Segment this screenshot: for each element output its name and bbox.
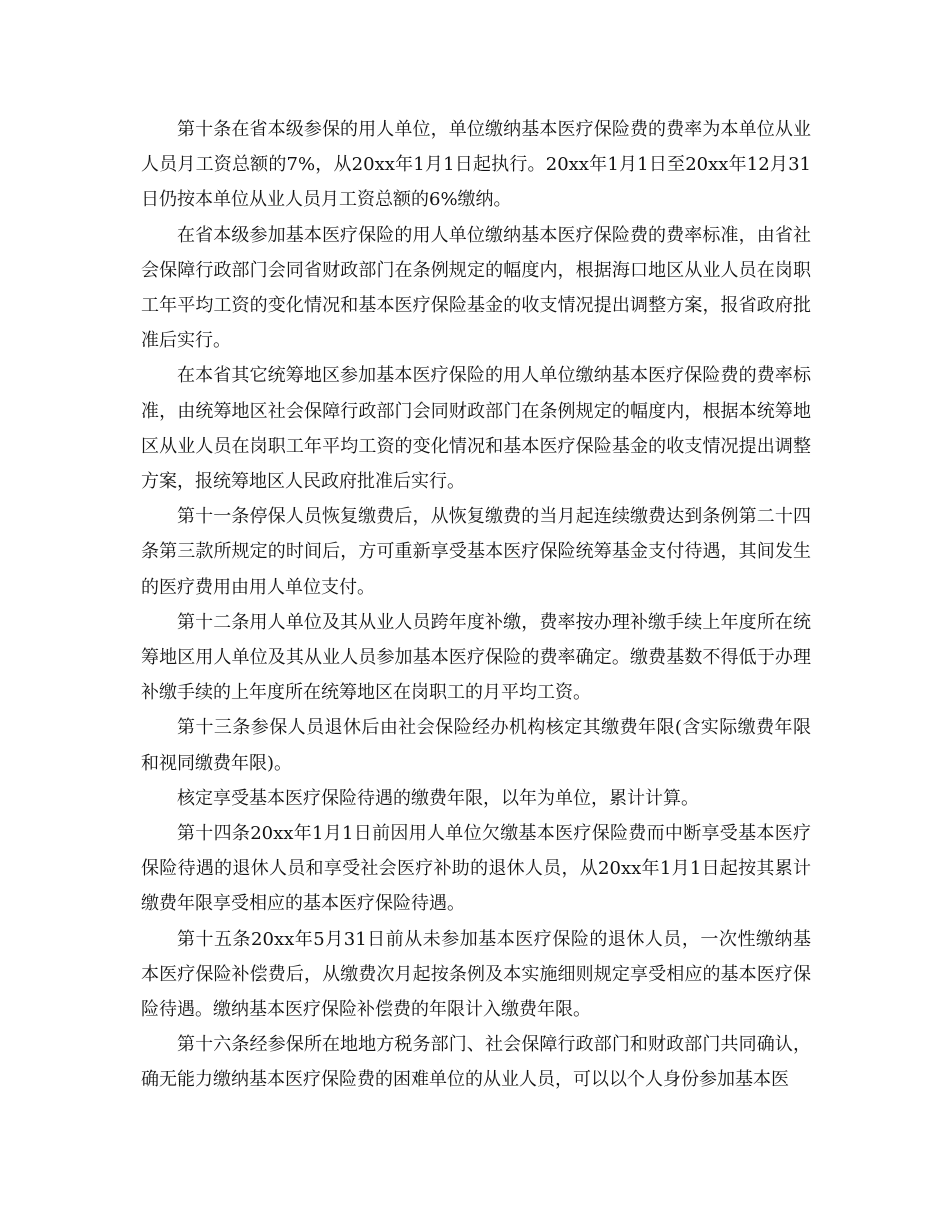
paragraph-article-13: 第十三条参保人员退休后由社会保险经办机构核定其缴费年限(含实际缴费年限和视同缴费年限)。 xyxy=(141,717,811,774)
paragraph-contribution-years: 核定享受基本医疗保险待遇的缴费年限，以年为单位，累计计算。 xyxy=(177,787,699,809)
paragraph-article-11: 第十一条停保人员恢复缴费后，从恢复缴费的当月起连续缴费达到条例第二十四条第三款所规定的时间后，方可重新享受基本医疗保险统筹基金支付待遇，其间发生的医疗费用由用人单位支付。 xyxy=(141,506,811,598)
paragraph-other-region-rate-standard: 在本省其它统筹地区参加基本医疗保险的用人单位缴纳基本医疗保险费的费率标准，由统筹地区社会保障行政部门会同财政部门在条例规定的幅度内，根据本统筹地区从业人员在岗职工年平均工资的变化情况和基本医疗保险基金的收支情况提出调整方案，报统筹地区人民政府批准后实行。 xyxy=(141,365,811,493)
document-page xyxy=(141,112,811,1098)
paragraph-provincial-rate-standard: 在省本级参加基本医疗保险的用人单位缴纳基本医疗保险费的费率标准，由省社会保障行政部门会同省财政部门在条例规定的幅度内，根据海口地区从业人员在岗职工年平均工资的变化情况和基本医疗保险基金的收支情况提出调整方案，报省政府批准后实行。 xyxy=(141,224,811,352)
paragraph-article-16: 第十六条经参保所在地地方税务部门、社会保障行政部门和财政部门共同确认，确无能力缴纳基本医疗保险费的困难单位的从业人员，可以以个人身份参加基本医 xyxy=(141,1034,811,1091)
paragraph-article-12: 第十二条用人单位及其从业人员跨年度补缴，费率按办理补缴手续上年度所在统筹地区用人单位及其从业人员参加基本医疗保险的费率确定。缴费基数不得低于办理补缴手续的上年度所在统筹地区在岗职工的月平均工资。 xyxy=(141,611,811,704)
paragraph-article-14: 第十四条20xx年1月1日前因用人单位欠缴基本医疗保险费而中断享受基本医疗保险待遇的退休人员和享受社会医疗补助的退休人员，从20xx年1月1日起按其累计缴费年限享受相应的基本医疗保险待遇。 xyxy=(141,823,811,915)
paragraph-article-15: 第十五条20xx年5月31日前从未参加基本医疗保险的退休人员，一次性缴纳基本医疗保险补偿费后，从缴费次月起按条例及本实施细则规定享受相应的基本医疗保险待遇。缴纳基本医疗保险补偿费的年限计入缴费年限。 xyxy=(141,928,811,1021)
paragraph-article-10: 第十条在省本级参保的用人单位，单位缴纳基本医疗保险费的费率为本单位从业人员月工资总额的7%，从20xx年1月1日起执行。20xx年1月1日至20xx年12月31日仍按本单位从业人员月工资总额的6%缴纳。 xyxy=(141,119,811,211)
